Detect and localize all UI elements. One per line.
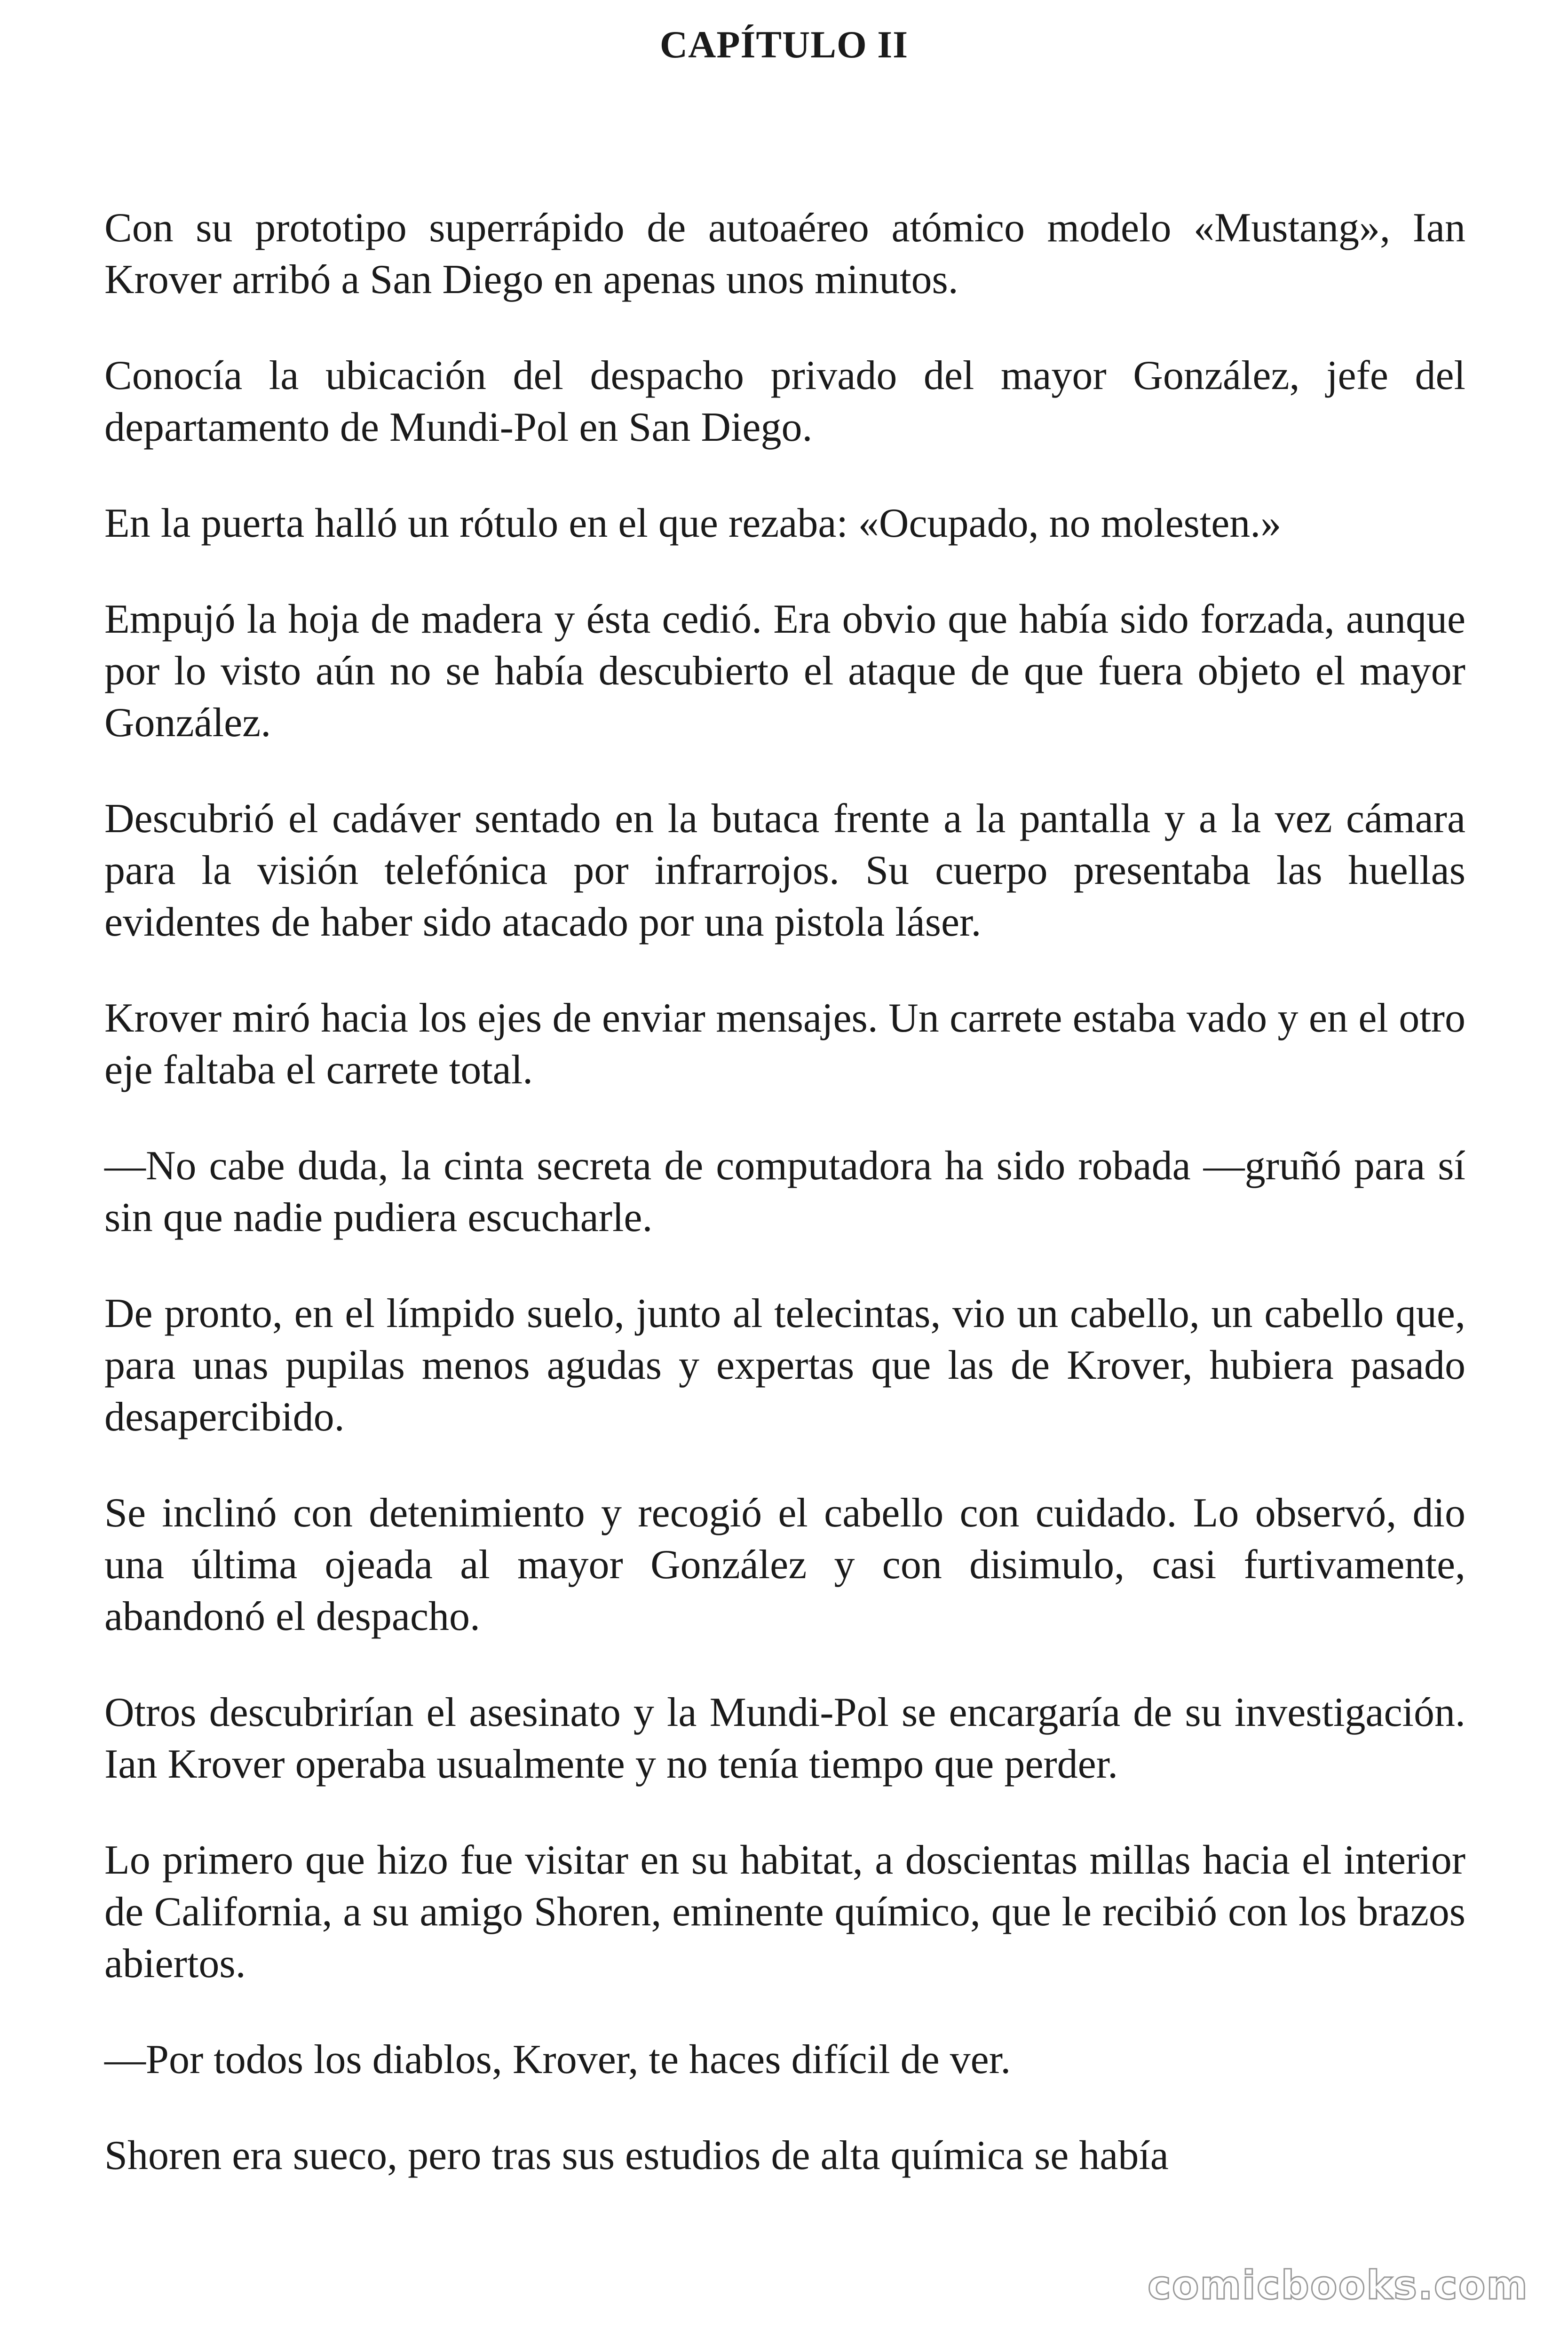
paragraph-9: Se inclinó con detenimiento y recogió el cabello con cuidado. Lo observó, dio una última ojeada al mayor González y con disimulo, casi furtivamente, abandonó el despacho. <box>104 1490 1465 1639</box>
paragraph-5: Descubrió el cadáver sentado en la butaca frente a la pantalla y a la vez cámara para la visión telefónica por infrarrojos. Su cuerpo presentaba las huellas evidentes de haber sido atacado por una pistola láser. <box>104 796 1465 945</box>
paragraph-3: En la puerta halló un rótulo en el que rezaba: «Ocupado, no molesten.» <box>104 501 1282 546</box>
paragraph-11: Lo primero que hizo fue visitar en su habitat, a doscientas millas hacia el interior de California, a su amigo Shoren, eminente químico, que le recibió con los brazos abiertos. <box>104 1837 1465 1986</box>
watermark: comicbooks.com <box>1148 2262 1528 2308</box>
paragraph-8: De pronto, en el límpido suelo, junto al telecintas, vio un cabello, un cabello que, para unas pupilas menos agudas y expertas que las de Krover, hubiera pasado desapercibido. <box>104 1291 1465 1440</box>
chapter-body <box>104 202 1465 2226</box>
paragraph-6: Krover miró hacia los ejes de enviar mensajes. Un carrete estaba vado y en el otro eje faltaba el carrete total. <box>104 995 1465 1093</box>
paragraph-7: —No cabe duda, la cinta secreta de computadora ha sido robada —gruñó para sí sin que nadie pudiera escucharle. <box>104 1143 1465 1240</box>
paragraph-13: Shoren era sueco, pero tras sus estudios de alta química se había <box>104 2133 1169 2178</box>
paragraph-2: Conocía la ubicación del despacho privado del mayor González, jefe del departamento de Mundi-Pol en San Diego. <box>104 353 1465 450</box>
paragraph-12: —Por todos los diablos, Krover, te haces difícil de ver. <box>104 2037 1011 2082</box>
paragraph-4: Empujó la hoja de madera y ésta cedió. Era obvio que había sido forzada, aunque por lo visto aún no se había descubierto el ataque de que fuera objeto el mayor González. <box>104 596 1465 746</box>
paragraph-10: Otros descubrirían el asesinato y la Mundi-Pol se encargaría de su investigación. Ian Krover operaba usualmente y no tenía tiempo que perder. <box>104 1690 1465 1787</box>
chapter-title: CAPÍTULO II <box>659 23 909 66</box>
paragraph-1: Con su prototipo superrápido de autoaéreo atómico modelo «Mustang», Ian Krover arribó a San Diego en apenas unos minutos. <box>104 205 1465 302</box>
